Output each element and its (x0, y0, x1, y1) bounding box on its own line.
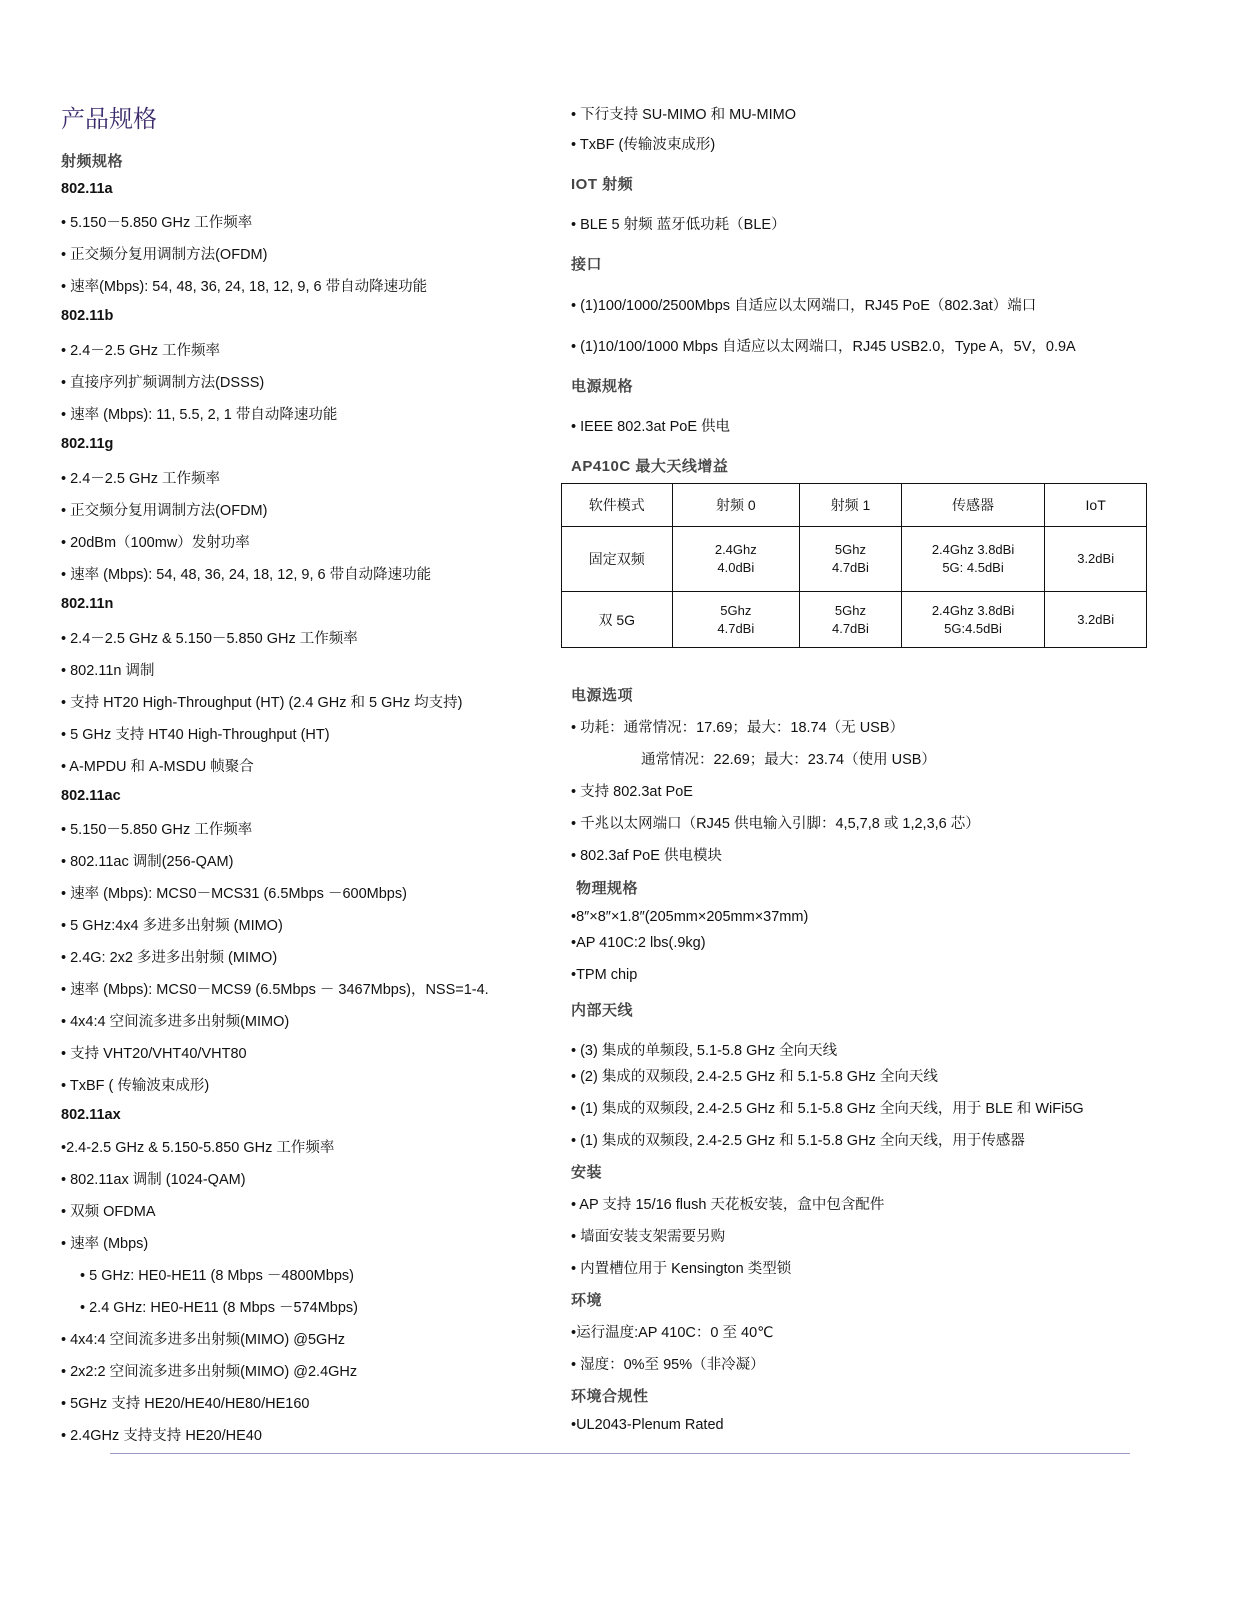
spec-item: • 正交频分复用调制方法(OFDM) (61, 503, 268, 519)
antenna-gain-table (561, 483, 1147, 648)
spec-item: • 下行支持 SU-MIMO 和 MU-MIMO (571, 107, 796, 123)
footer-divider (110, 1453, 1130, 1454)
cell-line: 4.7dBi (831, 620, 869, 636)
spec-item: • 4x4:4 空间流多进多出射频(MIMO) (61, 1014, 290, 1030)
spec-item: • 2x2:2 空间流多进多出射频(MIMO) @2.4GHz (61, 1364, 358, 1380)
rf-spec-heading: 射频规格 (61, 153, 124, 170)
spec-item: • 2.4－2.5 GHz 工作频率 (61, 343, 220, 359)
spec-item: • (2) 集成的双频段, 2.4-2.5 GHz 和 5.1-5.8 GHz 全向天线 (571, 1069, 938, 1085)
spec-item: • 速率 (Mbps): MCS0－MCS9 (6.5Mbps － 3467Mbps)，NSS=1-4. (61, 982, 489, 998)
table-cell-mode: 固定双频 (562, 527, 673, 592)
spec-item: • 2.4G: 2x2 多进多出射频 (MIMO) (61, 950, 278, 966)
internal-antenna-heading: 内部天线 (571, 1002, 634, 1019)
spec-item: • 802.11ax 调制 (1024-QAM) (61, 1172, 246, 1188)
spec-item: • 5GHz 支持 HE20/HE40/HE80/HE160 (61, 1396, 310, 1412)
spec-item: • AP 支持 15/16 flush 天花板安装，盒中包含配件 (571, 1197, 885, 1213)
spec-item: • TxBF (传输波束成形) (571, 137, 716, 153)
page-title: 产品规格 (61, 106, 157, 133)
table-cell: 3.2dBi (1045, 592, 1147, 648)
spec-item: • 支持 802.3at PoE (571, 784, 693, 800)
table-header-cell: 射频 0 (672, 484, 800, 527)
table-header-cell: IoT (1045, 484, 1147, 527)
table-header-cell: 软件模式 (562, 484, 673, 527)
table-row (562, 527, 1147, 592)
spec-item: •2.4-2.5 GHz & 5.150-5.850 GHz 工作频率 (61, 1140, 335, 1156)
spec-item: • 支持 VHT20/VHT40/VHT80 (61, 1046, 247, 1062)
table-header-cell: 传感器 (901, 484, 1045, 527)
spec-item: • 支持 HT20 High-Throughput (HT) (2.4 GHz 和 5 GHz 均支持) (61, 695, 463, 711)
section-802-11b-heading: 802.11b (61, 308, 114, 324)
spec-item: • 速率(Mbps): 54, 48, 36, 24, 18, 12, 9, 6 带自动降速功能 (61, 279, 428, 295)
spec-item: • 2.4－2.5 GHz 工作频率 (61, 471, 220, 487)
cell-line: 2.4Ghz (714, 542, 757, 557)
cell-line: 2.4Ghz 3.8dBi (931, 602, 1015, 618)
spec-item: • 5.150－5.850 GHz 工作频率 (61, 215, 253, 231)
cell-line: 4.7dBi (717, 620, 755, 636)
section-802-11ax-heading: 802.11ax (61, 1107, 121, 1123)
cell-line: 5Ghz (834, 542, 866, 557)
install-heading: 安装 (571, 1164, 603, 1181)
spec-subitem: 通常情况：22.69；最大：23.74（使用 USB） (641, 752, 936, 768)
spec-item: • 802.3af PoE 供电模块 (571, 848, 722, 864)
spec-item: • (1) 集成的双频段, 2.4-2.5 GHz 和 5.1-5.8 GHz 全向天线，用于 BLE 和 WiFi5G (571, 1101, 1084, 1117)
spec-item: • 千兆以太网端口（RJ45 供电输入引脚：4,5,7,8 或 1,2,3,6 芯） (571, 816, 980, 832)
spec-item: • 功耗：通常情况：17.69；最大：18.74（无 USB） (571, 720, 905, 736)
spec-item: • 5.150－5.850 GHz 工作频率 (61, 822, 253, 838)
environment-heading: 环境 (571, 1292, 603, 1309)
table-cell (672, 592, 800, 648)
power-spec-heading: 电源规格 (571, 378, 634, 395)
spec-item: • 速率 (Mbps) (61, 1236, 149, 1252)
cell-line: 5G:4.5dBi (944, 620, 1002, 636)
power-options-heading: 电源选项 (571, 687, 634, 704)
spec-item: •AP 410C:2 lbs(.9kg) (571, 935, 706, 951)
cell-line: 5G: 4.5dBi (942, 560, 1004, 575)
spec-item: • BLE 5 射频 蓝牙低功耗（BLE） (571, 217, 786, 233)
spec-item: • (1)10/100/1000 Mbps 自适应以太网端口，RJ45 USB2.0，Type A，5V，0.9A (571, 339, 1076, 355)
section-802-11g-heading: 802.11g (61, 436, 114, 452)
spec-item: • 802.11n 调制 (61, 663, 155, 679)
spec-item: • (1) 集成的双频段, 2.4-2.5 GHz 和 5.1-5.8 GHz 全向天线，用于传感器 (571, 1133, 1025, 1149)
spec-item: •UL2043-Plenum Rated (571, 1417, 724, 1433)
spec-item: • 速率 (Mbps): 54, 48, 36, 24, 18, 12, 9, 6 带自动降速功能 (61, 567, 432, 583)
cell-line: 2.4Ghz 3.8dBi (931, 542, 1015, 557)
section-802-11n-heading: 802.11n (61, 596, 114, 612)
table-row (562, 592, 1147, 648)
spec-item: • 5 GHz 支持 HT40 High-Throughput (HT) (61, 727, 330, 743)
cell-line: 5Ghz (834, 602, 866, 618)
table-header-row (562, 484, 1147, 527)
section-802-11ac-heading: 802.11ac (61, 788, 121, 804)
spec-item: • TxBF ( 传输波束成形) (61, 1078, 210, 1094)
spec-subitem: • 2.4 GHz: HE0-HE11 (8 Mbps －574Mbps) (80, 1300, 358, 1316)
spec-item: • 湿度：0%至 95%（非冷凝） (571, 1357, 765, 1373)
ports-heading: 接口 (571, 256, 603, 273)
table-cell-mode: 双 5G (562, 592, 673, 648)
table-cell: 3.2dBi (1045, 527, 1147, 592)
spec-item: •8″×8″×1.8″(205mm×205mm×37mm) (571, 909, 809, 925)
spec-item: • 5 GHz:4x4 多进多出射频 (MIMO) (61, 918, 283, 934)
cell-line: 4.7dBi (831, 560, 869, 575)
table-cell (901, 527, 1045, 592)
spec-item: • A-MPDU 和 A-MSDU 帧聚合 (61, 759, 254, 775)
spec-item: • 内置槽位用于 Kensington 类型锁 (571, 1261, 792, 1277)
spec-item: • IEEE 802.3at PoE 供电 (571, 419, 731, 435)
table-header-cell: 射频 1 (800, 484, 902, 527)
spec-item: • 双频 OFDMA (61, 1204, 156, 1220)
spec-item: • (1)100/1000/2500Mbps 自适应以太网端口，RJ45 PoE（802.3at）端口 (571, 298, 1037, 314)
spec-item: • 速率 (Mbps): 11, 5.5, 2, 1 带自动降速功能 (61, 407, 338, 423)
cell-line: 4.0dBi (717, 560, 755, 575)
spec-subitem: • 5 GHz: HE0-HE11 (8 Mbps －4800Mbps) (80, 1268, 354, 1284)
antenna-gain-heading: AP410C 最大天线增益 (571, 458, 729, 475)
spec-item: • 正交频分复用调制方法(OFDM) (61, 247, 268, 263)
table-cell (800, 527, 902, 592)
spec-item: • 802.11ac 调制(256-QAM) (61, 854, 234, 870)
spec-item: • 墙面安装支架需要另购 (571, 1229, 726, 1245)
physical-spec-heading: 物理规格 (576, 880, 639, 897)
spec-item: • 4x4:4 空间流多进多出射频(MIMO) @5GHz (61, 1332, 346, 1348)
spec-item: •TPM chip (571, 967, 638, 983)
spec-item: • 20dBm（100mw）发射功率 (61, 535, 250, 551)
spec-item: • 2.4－2.5 GHz & 5.150－5.850 GHz 工作频率 (61, 631, 358, 647)
spec-item: •运行温度:AP 410C：0 至 40℃ (571, 1325, 774, 1341)
table-cell (901, 592, 1045, 648)
iot-radio-heading: IOT 射频 (571, 176, 634, 193)
spec-item: • 速率 (Mbps): MCS0－MCS31 (6.5Mbps －600Mbps) (61, 886, 407, 902)
spec-item: • 2.4GHz 支持支持 HE20/HE40 (61, 1428, 262, 1444)
cell-line: 5Ghz (720, 602, 752, 618)
table-cell (672, 527, 800, 592)
compliance-heading: 环境合规性 (571, 1388, 649, 1405)
spec-item: • 直接序列扩频调制方法(DSSS) (61, 375, 265, 391)
spec-item: • (3) 集成的单频段, 5.1-5.8 GHz 全向天线 (571, 1043, 838, 1059)
section-802-11a-heading: 802.11a (61, 181, 113, 197)
table-cell (800, 592, 902, 648)
